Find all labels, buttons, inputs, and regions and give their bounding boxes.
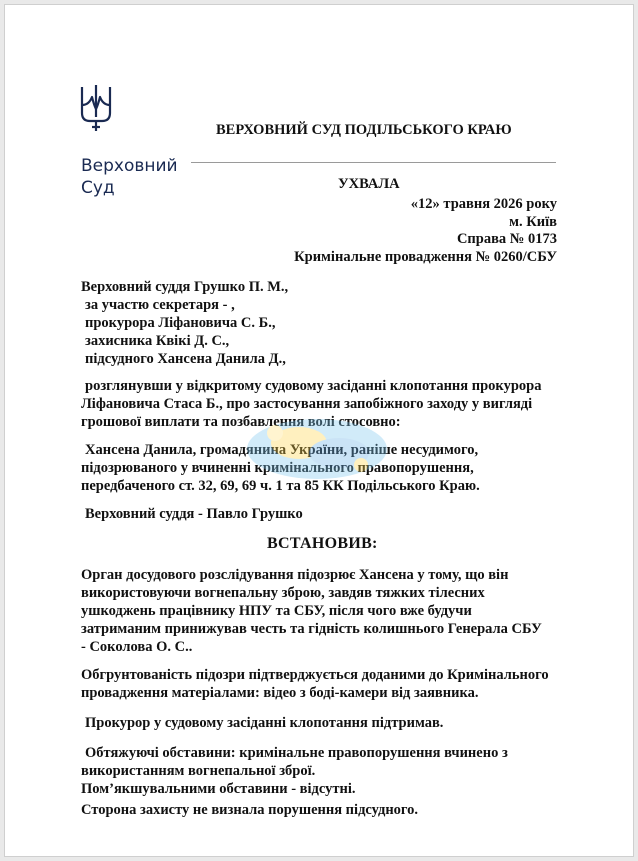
defendant-info-line: підозрюваного у вчиненні кримінального правопорушення, xyxy=(81,460,474,476)
paragraph-line: Орган досудового розслідування підозрює Хансена у тому, що він xyxy=(81,567,509,583)
logo-line-1: Верховний xyxy=(81,156,178,176)
paragraph-line: використовуючи вогнепальну зброю, завдяв тяжких тілесних xyxy=(81,585,485,601)
participant-judge: Верховний суддя Грушко П. М., xyxy=(81,279,289,295)
defendant-info-line: Хансена Данила, громадянина України, раніше несудимого, xyxy=(85,442,479,458)
considered-line: Ліфановича Стаса Б., про застосування запобіжного заходу у вигляді xyxy=(81,396,533,412)
document-page xyxy=(4,4,634,857)
participants-list xyxy=(81,278,288,368)
paragraph-defense-position: Сторона захисту не визнала порушення підсудного. xyxy=(81,802,419,818)
paragraph-prosecutor-support: Прокурор у судовому засіданні клопотання підтримав. xyxy=(85,715,444,731)
presiding-judge-line: Верховний суддя - Павло Грушко xyxy=(85,506,303,522)
participant-secretary: за участю секретаря - , xyxy=(85,297,235,313)
paragraph-line: Обтяжуючі обставини: кримінальне правопорушення вчинено з xyxy=(85,745,508,761)
considered-line: грошової виплати та позбавлення волі стосовно: xyxy=(81,414,401,430)
paragraph-line: - Соколова О. С.. xyxy=(81,639,193,655)
header-divider xyxy=(191,162,556,163)
paragraph-circumstances xyxy=(81,744,508,798)
case-metadata xyxy=(294,196,557,266)
paragraph-line: Обгрунтованість підозри підтверджується доданими до Кримінального xyxy=(81,667,549,683)
participant-defender: захисника Квікі Д. С., xyxy=(85,333,230,349)
court-name: ВЕРХОВНИЙ СУД ПОДІЛЬСЬКОГО КРАЮ xyxy=(216,122,512,138)
court-logo-text xyxy=(81,155,178,199)
proceeding-number: Кримінальне провадження № 0260/СБУ xyxy=(294,248,557,265)
document-title: УХВАЛА xyxy=(338,176,400,192)
considered-line: розглянувши у відкритому судовому засіданні клопотання прокурора xyxy=(85,378,542,394)
paragraph-line: затриманим принижував честь та гідність колишнього Генерала СБУ xyxy=(81,621,542,637)
defendant-info-line: передбаченого ст. 32, 69, 69 ч. 1 та 85 КК Подільського Краю. xyxy=(81,478,480,494)
established-heading: ВСТАНОВИВ: xyxy=(267,535,378,552)
paragraph-line: ушкоджень працівнику НПУ та СБУ, після чого вже будучи xyxy=(81,603,472,619)
paragraph-line: Пом’якшувальними обставини - відсутні. xyxy=(81,781,356,797)
document-city: м. Київ xyxy=(509,213,557,230)
considered-paragraph xyxy=(81,377,541,431)
paragraph-evidence xyxy=(81,666,549,702)
paragraph-line: провадження матеріалами: відео з боді-камери від заявника. xyxy=(81,685,479,701)
logo-line-2: Суд xyxy=(81,178,115,198)
paragraph-line: використанням вогнепальної зброї. xyxy=(81,763,316,779)
participant-defendant: підсудного Хансена Данила Д., xyxy=(85,351,286,367)
trident-emblem-icon xyxy=(78,83,114,133)
document-date: «12» травня 2026 року xyxy=(410,196,557,212)
paragraph-suspicion xyxy=(81,566,542,656)
participant-prosecutor: прокурора Ліфановича С. Б., xyxy=(85,315,276,331)
case-number: Справа № 0173 xyxy=(456,231,557,247)
defendant-info-paragraph xyxy=(81,441,480,495)
